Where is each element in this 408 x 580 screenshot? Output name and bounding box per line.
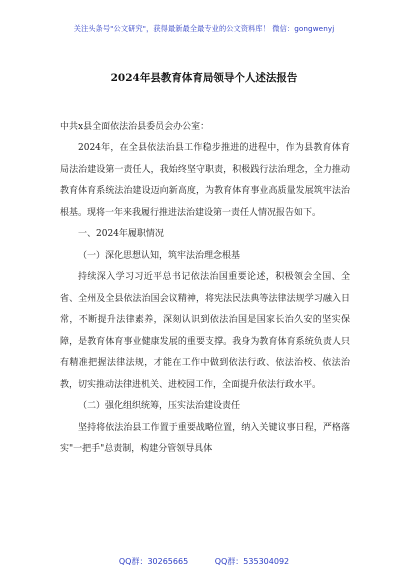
document-body bbox=[60, 138, 350, 461]
promo-banner: 关注头条号"公文研究"，获得最新最全最专业的公文资料库！ 微信：gongwenyj bbox=[73, 24, 335, 33]
paragraph-study: 持续深入学习习近平总书记依法治国重要论述，积极领会全国、全省、全州及全县依法治国会议精神，将宪法民法典等法律法规学习融入日常，不断提升法律素养，深刻认识到依法治国是国家长治久安的坚实保障，是教育体育事业健康发展的重要支撑。我身为教育体育系统负责人只有精准把握法律法规，才能在工作中做到依法行政、依法治校、依法治教，切实推动法律进机关、进校园工作，全面提升依法行政水平。 bbox=[60, 272, 350, 390]
footer-qq-group-1: QQ群：30265665 bbox=[118, 557, 189, 566]
footer-contacts bbox=[0, 556, 408, 567]
subsection-heading-2: （二）强化组织统筹，压实法治建设责任 bbox=[78, 401, 241, 411]
subsection-heading-1: （一）深化思想认知，筑牢法治理念根基 bbox=[78, 250, 241, 261]
footer-qq-group-2: QQ群：535304092 bbox=[214, 557, 290, 566]
salutation: 中共x县全面依法治县委员会办公室： bbox=[60, 122, 210, 132]
paragraph-intro: 2024年，在全县依法治县工作稳步推进的进程中，作为县教育体育局法治建设第一责任人，我始终坚守职责，积极践行法治理念，全力推动教育体育系统法治建设迈向新高度，为教育体育事业高质量发展筑牢法治根基。现将一年来我履行推进法治建设第一责任人情况报告如下。 bbox=[60, 143, 350, 218]
document-title: 2024年县教育体育局领导个人述法报告 bbox=[110, 72, 298, 84]
paragraph-organization: 坚持将依法治县工作置于重要战略位置，纳入关键议事日程，严格落实"一把手"总责制，构建分管领导具体 bbox=[60, 422, 350, 454]
section-heading-1: 一、2024年履职情况 bbox=[78, 229, 164, 239]
